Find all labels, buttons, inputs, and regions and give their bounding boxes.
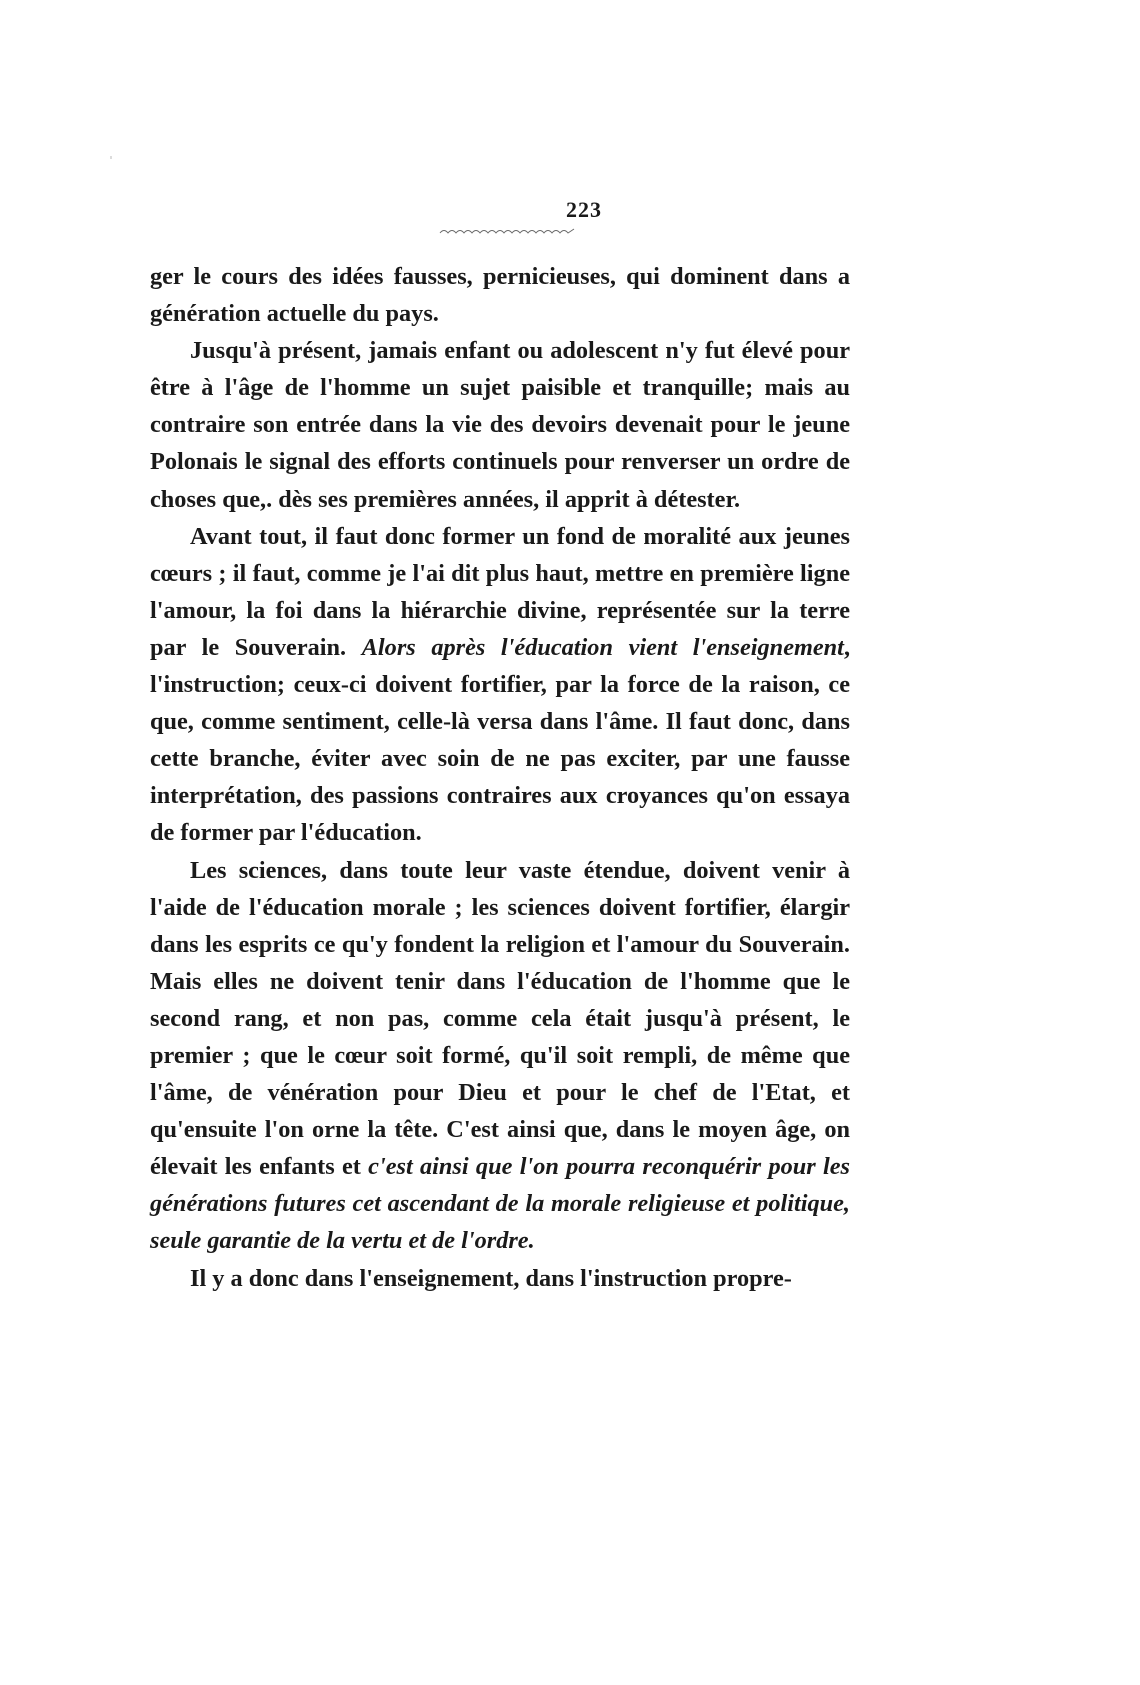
paragraph: [150, 258, 850, 332]
text-run: Avant tout, il faut donc former un fond de moralité aux jeunes cœurs ; il faut, comme je l'ai dit plus haut, mettre en première ligne l'amour, la foi dans la hiérarchie divine, représentée sur la terre par le Souverain.: [150, 522, 850, 661]
italic-text-run: c'est ainsi que l'on pourra reconquérir pour les générations futures cet ascendant de la morale religieuse et politique, seule garantie de la vertu et de l'ordre.: [150, 1153, 851, 1255]
header-ornament: [438, 227, 578, 237]
paragraph: [150, 1260, 850, 1297]
paragraph: [150, 332, 850, 517]
page-header: [0, 198, 1140, 222]
scan-speck: [110, 156, 112, 159]
italic-text-run: Alors après l'éducation vient l'enseignement: [361, 633, 844, 661]
body-text: [150, 258, 850, 1297]
page-number: 223: [566, 197, 602, 222]
text-run: , l'instruction; ceux-ci doivent fortifier, par la force de la raison, ce que, comme sentiment, celle-là versa dans l'âme. Il faut donc, dans cette branche, éviter avec soin de ne pas exciter, par une fausse interprétation, des passions contraires aux croyances qu'on essaya de former par l'éducation.: [150, 633, 851, 847]
text-run: Jusqu'à présent, jamais enfant ou adolescent n'y fut élevé pour être à l'âge de l'homme un sujet paisible et tranquille; mais au contraire son entrée dans la vie des devoirs devenait pour le jeune Polonais le signal des efforts continuels pour renverser un ordre de choses que,. dès ses premières années, il apprit à détester.: [150, 337, 850, 513]
text-run: Les sciences, dans toute leur vaste étendue, doivent venir à l'aide de l'éducation morale ; les sciences doivent fortifier, élargir dans les esprits ce qu'y fondent la religion et l'amour du Souverain. Mais elles ne doivent tenir dans l'éducation de l'homme que le second rang, et non pas, comme cela était jusqu'à présent, le premier ; que le cœur soit formé, qu'il soit rempli, de même que l'âme, de vénération pour Dieu et pour le chef de l'Etat, et qu'ensuite l'on orne la tête. C'est ainsi que, dans le moyen âge, on élevait les enfants et: [150, 856, 850, 1181]
paragraph: [150, 852, 850, 1260]
text-run: ger le cours des idées fausses, pernicieuses, qui dominent dans a génération actuelle du pays.: [150, 263, 850, 328]
paragraph: [150, 518, 850, 852]
text-run: Il y a donc dans l'enseignement, dans l'instruction propre-: [190, 1264, 792, 1292]
